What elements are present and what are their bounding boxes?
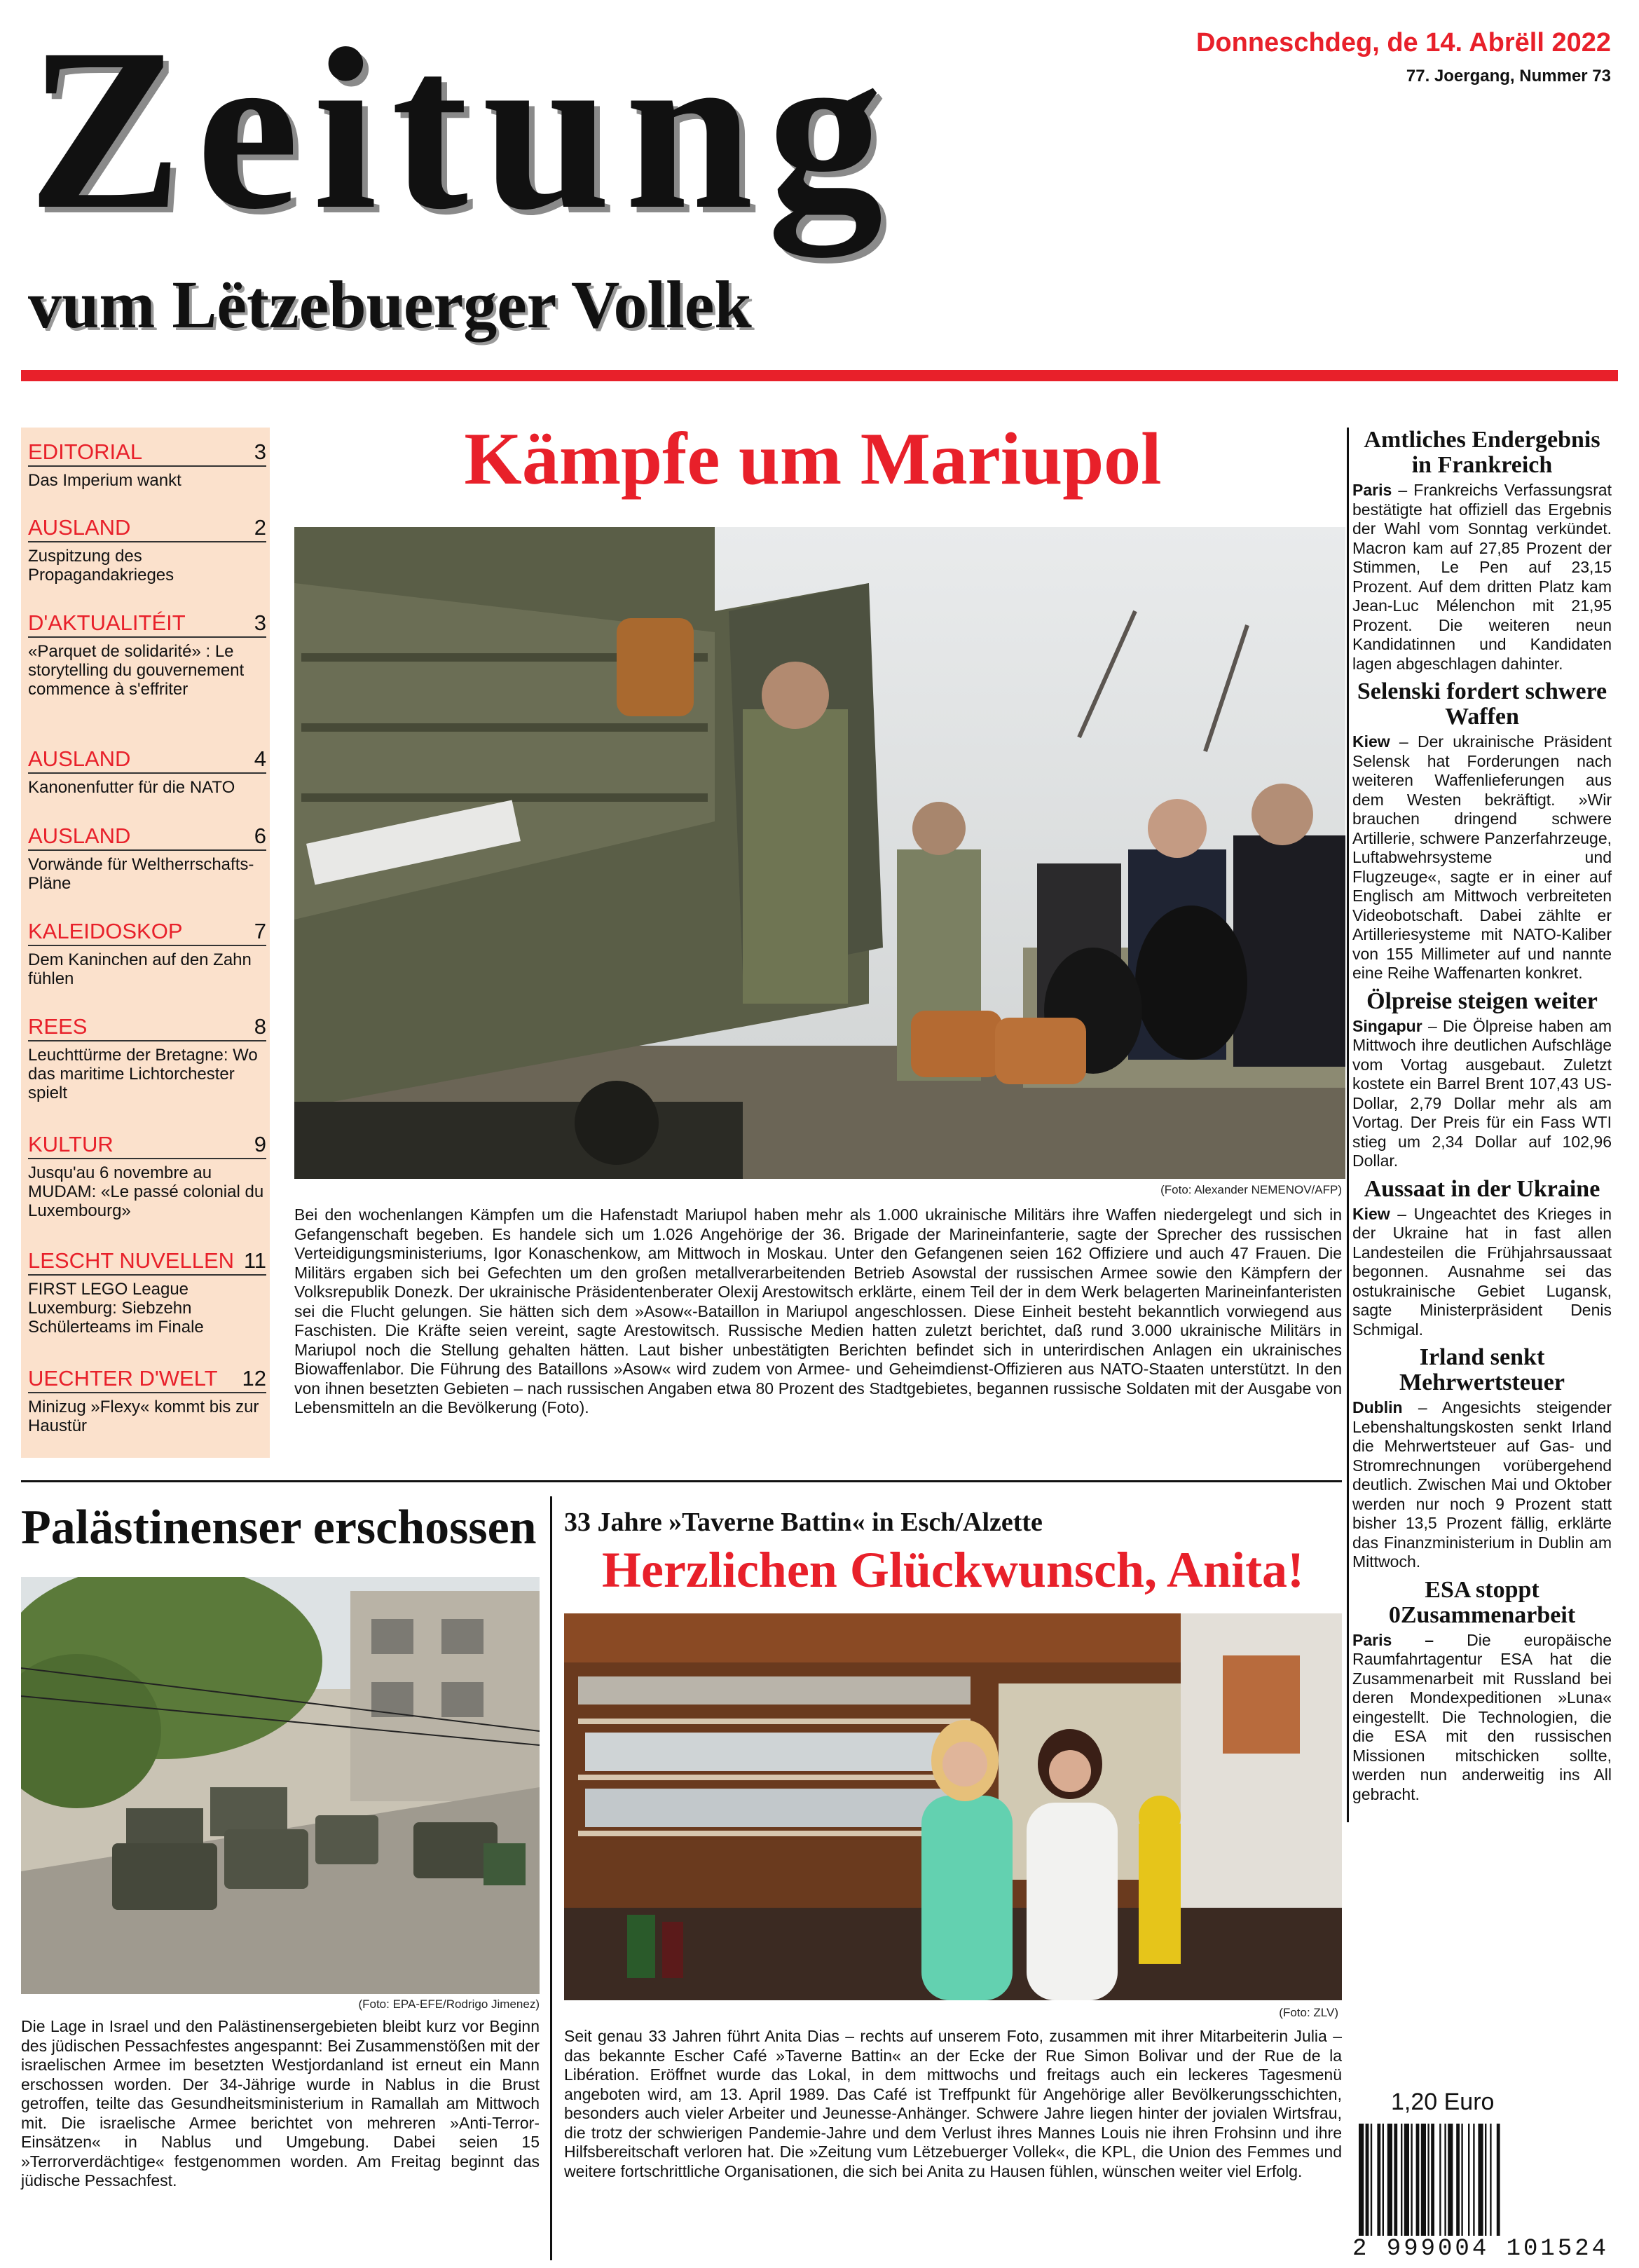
barcode-bar	[1411, 2124, 1412, 2236]
barcode-bar	[1387, 2124, 1392, 2236]
battin-body: Seit genau 33 Jahren führt Anita Dias – rechts auf unserem Foto, zusammen mit ihrer Mitarbeiterin Julia – das bekannte Escher Café »Taverne Battin« an der Ecke der Rue Simon Bolivar und der Rue de la Libération. Eröffnet wurde das Lokal, in dem mittwochs und freitags auch ein leckeres Tagesmenü angeboten wird, am 13. April 1989. Das Café ist Treffpunkt für Angehörige aller Bevölkerungsschichten, besonders auch vieler Arbeiter und Jeunesse-Anhänger. Schwere Jahre liegen hinter der jovialen Wirtsfrau, die trotz der schwierigen Pandemie-Jahre und dem Verlust ihres Mannes Louis nie ihren Frohsinn und ihre Hilfsbereitschaft verloren hat. Die »Zeitung vum Lëtzebuerger Vollek«, die KPL, die Union des Femmes und weitere fortschrittliche Organisationen, die sich bei Anita zu Hausen fühlen, wünschen weiter viel Erfolg.	[564, 2027, 1342, 2180]
palestine-headline: Palästinenser erschossen	[21, 1501, 537, 1555]
barcode-bar	[1490, 2124, 1491, 2236]
brief-text: – Die Ölpreise haben am Mittwoch ihre deutlichen Aufschläge vom Vortag ausgebaut. Zuletzt kostete ein Barrel Brent 107,43 US-Dollar, 2,79 Dollar mehr als am Vortag. Der Preis für ein Fass WTI stieg um 2,34 Dollar auf 102,96 Dollar.	[1352, 1016, 1612, 1170]
toc-teaser: Zuspitzung des Propagandakrieges	[28, 547, 174, 585]
toc-page: 3	[254, 610, 266, 635]
brief-dateline: Dublin	[1352, 1398, 1403, 1416]
toc-teaser: Vorwände für Weltherrschafts-Pläne	[28, 855, 254, 893]
toc-page: 3	[254, 439, 266, 464]
barcode-bar	[1366, 2124, 1369, 2236]
brief-france-election	[1352, 428, 1612, 674]
lead-headline: Kämpfe um Mariupol	[464, 418, 1162, 500]
barcode-bar	[1473, 2124, 1474, 2236]
brief-text: – Angesichts steigender Lebenshaltungskosten senkt Irland die Mehrwertsteuer auf Gas- und Stromrechnungen vorübergehend deutlich. Zwischen Mai und Oktober werden nur noch 9 Prozent statt bisher 13,5 Prozent fällig, erklärte das Finanzministerium in Dublin am Mittwoch.	[1352, 1398, 1612, 1571]
barcode-bar	[1444, 2124, 1446, 2236]
brief-oil-prices	[1352, 989, 1612, 1171]
lead-body: Bei den wochenlangen Kämpfen um die Hafenstadt Mariupol haben mehr als 1.000 ukrainische Militärs ihre Waffen niedergelegt und sich in Gefangenschaft begeben. Es handele sich um 1.026 Angehörige der 36. Brigade der Marineinfanterie, sagte der Sprecher des russischen Verteidigungsministeriums, Igor Konaschenkow, am Mittwoch in Moskau. Unter den Gefangenen seien 162 Offiziere und auch 47 Frauen. Die Militärs ergaben sich bei Gefechten um den großen metallverarbeitenden Betrieb Asowstal der russischen Armee sowie den Kämpfern der Volksrepublik Donezk. Der ukrainische Präsidentenberater Olexij Arestowitsch erklärte, einem Teil der in dem Werk belagerten Marineinfanteristen sei die Flucht gelungen. Sie hätten sich dem »Asow«-Bataillon in Mariupol angeschlossen. Diese Einheit besteht bekanntlich vorwiegend aus Faschisten. Die Kräfte seien vereint, sagte Arestowitsch. Russische Medien hatten zuletzt berichtet, daß rund 3.000 ukrainische Militärs in Mariupol noch die Stellung gehalten hätten. Laut bisher unbestätigten Berichten befindet sich in unterirdischen Anlagen ein ukrainisches Biowaffenlabor. Die Führung des Bataillons »Asow« wird zudem von Armee- und Geheimdienst-Offizieren aus NATO-Staaten unterstützt. In den von ihnen besetzten Gebieten – nach russischen Angaben etwa 80 Prozent des Stadtgebietes, begannen russische Soldaten mit der Ausgabe von Lebensmitteln an die Bevölkerung (Foto).	[294, 1205, 1342, 1416]
brief-ukraine-sowing	[1352, 1177, 1612, 1340]
masthead-subtitle: vum Lëtzebuerger Vollek	[28, 267, 752, 342]
toc-teaser: Minizug »Flexy« kommt bis zur Haustür	[28, 1398, 259, 1435]
barcode-bar	[1416, 2124, 1420, 2236]
brief-title: Selenski fordert schwere Waffen	[1357, 678, 1607, 730]
brief-title: Ölpreise steigen weiter	[1366, 988, 1598, 1014]
brief-ireland-vat	[1352, 1345, 1612, 1572]
two-women-bar-photo-icon	[564, 1613, 1342, 2000]
barcode-number: 2 999004 101524	[1352, 2236, 1610, 2262]
soldiers-bread-photo-icon	[294, 527, 1345, 1179]
toc-section: UECHTER D'WELT	[28, 1366, 218, 1391]
palestine-photo[interactable]	[21, 1577, 540, 1994]
masthead-title: Zeitung	[28, 1, 898, 257]
battin-photo[interactable]	[564, 1613, 1342, 2000]
battin-kicker: 33 Jahre »Taverne Battin« in Esch/Alzette	[564, 1508, 1043, 1537]
barcode-bar	[1371, 2124, 1372, 2236]
barcode-bar	[1456, 2124, 1460, 2236]
toc-item-editorial[interactable]	[28, 440, 266, 490]
issue-number: 77. Joergang, Nummer 73	[1406, 67, 1611, 86]
barcode-bar	[1439, 2124, 1441, 2236]
toc-teaser: Kanonenfutter für die NATO	[28, 778, 235, 797]
toc-section: AUSLAND	[28, 515, 131, 540]
toc-section: KULTUR	[28, 1132, 114, 1156]
toc-teaser: FIRST LEGO League Luxemburg: Siebzehn Schülerteams im Finale	[28, 1280, 204, 1337]
toc-section: LESCHT NUVELLEN	[28, 1248, 235, 1273]
toc-section: D'AKTUALITÉIT	[28, 610, 186, 635]
toc-section: AUSLAND	[28, 746, 131, 771]
toc-item-uechter-dwelt[interactable]	[28, 1367, 266, 1435]
barcode-bar	[1497, 2124, 1500, 2236]
battin-photo-credit: (Foto: ZLV)	[1279, 2006, 1338, 2019]
section-rule	[21, 1480, 1342, 1482]
palestine-body: Die Lage in Israel und den Palästinensergebieten bleibt kurz vor Beginn des jüdischen Pessachfestes angespannt: Bei Zusammenstößen mit der israelischen Armee im besetzten Westjordanland ist erneut ein Mann erschossen worden. Der 34-Jährige wurde in Nablus in die Brust getroffen, teilte das Gesundheitsministerium in Ramallah am Mittwoch mit. Die israelische Armee berichtet von mehreren »Anti-Terror-Einsätzen« in Nablus und Umgebung. Dabei seien 15 »Terrorverdächtige« festgenommen worden. Am Freitag beginnt das jüdische Pessachfest.	[21, 2017, 540, 2190]
barcode-bar	[1478, 2124, 1483, 2236]
toc-page: 8	[254, 1014, 266, 1039]
barcode-bar	[1448, 2124, 1453, 2236]
brief-title: Aussaat in der Ukraine	[1364, 1175, 1600, 1202]
barcode-bar	[1427, 2124, 1429, 2236]
barcode-bar	[1485, 2124, 1486, 2236]
issue-date: Donneschdeg, de 14. Abrëll 2022	[1195, 28, 1611, 57]
brief-title: Amtliches Endergebnis in Frankreich	[1364, 427, 1600, 478]
masthead-rule	[21, 370, 1618, 381]
barcode-icon	[1356, 2124, 1615, 2236]
briefs-column	[1352, 428, 1612, 1810]
toc-teaser: «Parquet de solidarité» : Le storytelling du gouvernement commence à s'effriter	[28, 642, 245, 699]
toc-item-ausland-4[interactable]	[28, 747, 266, 797]
toc-item-ausland-2[interactable]	[28, 516, 266, 585]
toc-section: KALEIDOSKOP	[28, 919, 183, 943]
toc-page: 2	[254, 515, 266, 540]
toc-page: 12	[242, 1366, 266, 1391]
toc-section: REES	[28, 1014, 88, 1039]
toc-teaser: Das Imperium wankt	[28, 471, 181, 490]
toc-page: 6	[254, 824, 266, 848]
palestine-photo-credit: (Foto: EPA-EFE/Rodrigo Jimenez)	[358, 1997, 540, 2011]
barcode-bar	[1383, 2124, 1384, 2236]
barcode-bar	[1421, 2124, 1426, 2236]
barcode-bar	[1431, 2124, 1434, 2236]
toc-item-kultur[interactable]	[28, 1133, 266, 1220]
brief-text: – Der ukrainische Präsident Selensk hat Forderungen nach weiteren Waffenlieferungen aus dem Westen bekräftigt. »Wir brauchen dringend schwere Artillerie, schwere Panzerfahrzeuge, Luftabwehrsysteme und Flugzeuge«, sagte er in einer auf Englisch am Mittwoch verbreiteten Videobotschaft. Dabei zählte er Artilleriesysteme mit NATO-Kaliber von 155 Millimeter auf und nannte eine Reihe Waffenarten konkret.	[1352, 732, 1612, 982]
brief-dateline: Singapur	[1352, 1016, 1422, 1035]
toc-item-kaleidoskop[interactable]	[28, 920, 266, 988]
brief-dateline: Kiew	[1352, 1204, 1390, 1223]
toc-teaser: Jusqu'au 6 novembre au MUDAM: «Le passé colonial du Luxembourg»	[28, 1163, 264, 1220]
brief-text: – Frankreichs Verfassungsrat bestätigte hat offiziell das Ergebnis der Wahl vom Sonntag verkündet. Macron kam auf 27,85 Prozent der Stimmen, Le Pen auf 23,15 Prozent. Auf dem dritten Platz kam Jean-Luc Mélenchon mit 21,95 Prozent. Die weiteren neun Kandidatinnen und Kandidaten lagen abgeschlagen dahinter.	[1352, 481, 1612, 673]
brief-text: – Ungeachtet des Krieges in der Ukraine hat in fast allen Landesteilen die Frühjahrsaussaat begonnen. Ausnahme sei das ostukrainische Gebiet Lugansk, sagte Ministerpräsident Denis Schmigal.	[1352, 1204, 1612, 1339]
toc-teaser: Leuchttürme der Bretagne: Wo das maritime Lichtorchester spielt	[28, 1046, 258, 1102]
battin-headline: Herzlichen Glückwunsch, Anita!	[601, 1542, 1305, 1598]
toc-item-lescht-nuvellen[interactable]	[28, 1249, 266, 1337]
toc-page: 9	[254, 1132, 266, 1156]
brief-esa-stops	[1352, 1578, 1612, 1805]
brief-selenski-weapons	[1352, 679, 1612, 983]
barcode-bar	[1461, 2124, 1462, 2236]
toc-item-aktualiteit[interactable]	[28, 611, 266, 699]
brief-text: Die europäische Raumfahrtagentur ESA hat die Zusammenarbeit mit Russland bei deren Mondexpeditionen »Luna« eingestellt. Die Technologien, die die ESA mit den russischen Missionen mitschicken sollte, werden nun anderweitig ins All gebracht.	[1352, 1630, 1612, 1803]
toc-page: 4	[254, 746, 266, 771]
toc-section: EDITORIAL	[28, 439, 143, 464]
brief-title: ESA stoppt 0Zusammenarbeit	[1388, 1576, 1576, 1628]
lead-photo-credit: (Foto: Alexander NEMENOV/AFP)	[1160, 1183, 1342, 1196]
table-of-contents	[21, 428, 270, 1458]
military-street-photo-icon	[21, 1577, 540, 1994]
brief-title: Irland senkt Mehrwertsteuer	[1399, 1344, 1565, 1395]
brief-dateline: Paris –	[1352, 1630, 1434, 1649]
barcode-bar	[1377, 2124, 1380, 2236]
barcode-bars	[1356, 2124, 1615, 2236]
toc-page: 11	[243, 1248, 266, 1273]
toc-item-rees[interactable]	[28, 1015, 266, 1102]
column-rule	[550, 1496, 552, 2260]
brief-dateline: Paris	[1352, 481, 1392, 499]
toc-page: 7	[254, 919, 266, 943]
barcode-bar	[1359, 2124, 1364, 2236]
toc-section: AUSLAND	[28, 824, 131, 848]
toc-item-ausland-6[interactable]	[28, 824, 266, 893]
column-rule	[1347, 428, 1349, 1822]
lead-photo[interactable]	[294, 527, 1345, 1179]
barcode-bar	[1468, 2124, 1469, 2236]
barcode-bar	[1394, 2124, 1397, 2236]
price-label: 1,20 Euro	[1391, 2089, 1495, 2115]
barcode-bar	[1401, 2124, 1402, 2236]
barcode-bar	[1404, 2124, 1409, 2236]
toc-teaser: Dem Kaninchen auf den Zahn fühlen	[28, 950, 252, 988]
brief-dateline: Kiew	[1352, 732, 1390, 751]
